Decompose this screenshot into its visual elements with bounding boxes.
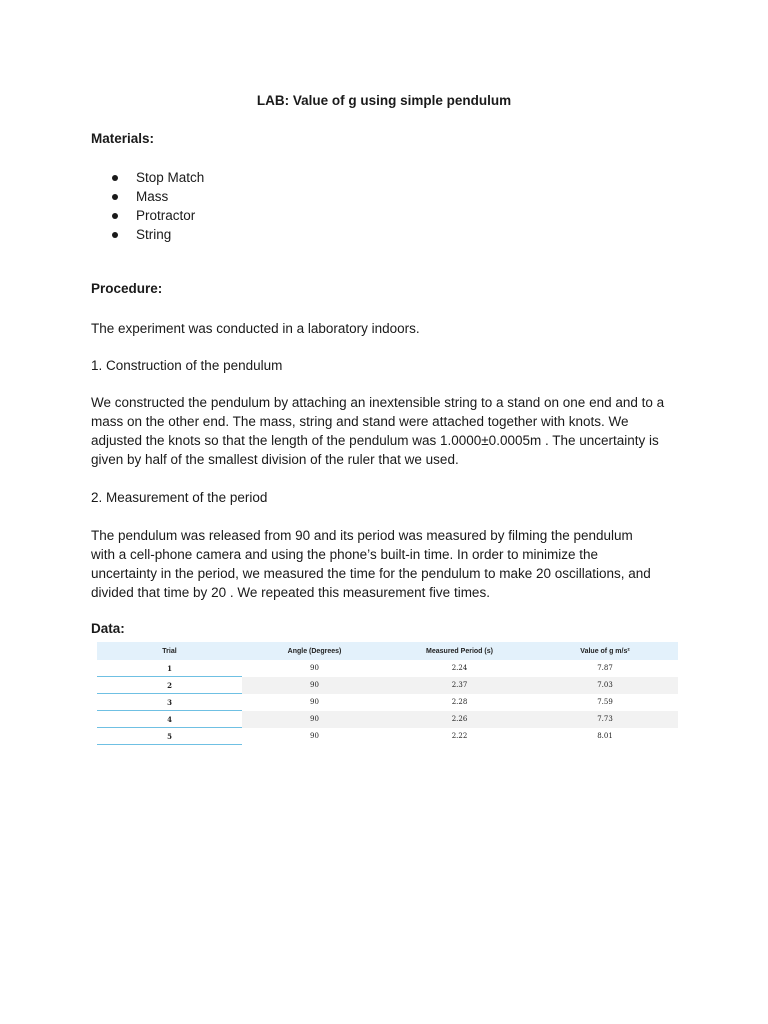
cell-trial: 3 <box>97 694 242 711</box>
cell-angle: 90 <box>310 732 319 740</box>
table-row <box>97 694 678 711</box>
materials-heading: Materials: <box>91 131 155 146</box>
cell-trial: 4 <box>97 711 242 728</box>
cell-period: 2.24 <box>451 664 468 673</box>
step1-paragraph: We constructed the pendulum by attaching an inextensible string to a stand on one end and to a mass on the other end. The mass, string and stand were attached together with knots. We adjusted the knots so that the length of the pendulum was 1.0000±0.0005m . The uncertainty is given by half of the smallest division of the ruler that we used. <box>91 395 665 467</box>
cell-trial: 2 <box>97 677 242 694</box>
cell-g: 7.03 <box>532 677 678 694</box>
bullet-icon <box>112 232 118 238</box>
cell-trial: 1 <box>97 660 242 677</box>
cell-angle: 90 <box>242 711 387 728</box>
step1-title: 1. Construction of the pendulum <box>91 358 283 373</box>
cell-period: 2.26 <box>387 711 532 728</box>
cell-period: 2.28 <box>451 698 468 706</box>
procedure-intro: The experiment was conducted in a laboratory indoors. <box>91 321 420 336</box>
cell-trial: 5 <box>97 728 242 745</box>
step2-title: 2. Measurement of the period <box>91 490 268 505</box>
bullet-icon <box>112 194 118 200</box>
table-row <box>97 711 678 728</box>
table-row <box>97 728 678 745</box>
table-row <box>97 660 678 677</box>
table-header-row <box>97 642 678 660</box>
cell-g: 8.01 <box>597 732 613 740</box>
cell-g: 7.87 <box>597 664 613 673</box>
column-header-g: Value of g m/s² <box>532 642 678 660</box>
data-table <box>97 642 678 745</box>
cell-g: 7.59 <box>597 698 613 706</box>
cell-angle: 90 <box>310 664 319 673</box>
column-header-angle: Angle (Degrees) <box>242 642 387 660</box>
cell-g: 7.73 <box>532 711 678 728</box>
bullet-icon <box>112 213 118 219</box>
materials-list <box>110 168 204 244</box>
bullet-icon <box>112 175 118 181</box>
list-item: Mass <box>110 187 204 206</box>
table-row <box>97 677 678 694</box>
column-header-trial: Trial <box>97 642 242 660</box>
cell-angle: 90 <box>242 677 387 694</box>
document-title: LAB: Value of g using simple pendulum <box>256 93 512 108</box>
list-item: Protractor <box>110 206 204 225</box>
procedure-heading: Procedure: <box>91 281 163 296</box>
column-header-period: Measured Period (s) <box>387 642 532 660</box>
cell-angle: 90 <box>310 698 319 706</box>
step2-paragraph: The pendulum was released from 90 and its period was measured by filming the pendulum with a cell-phone camera and using the phone’s built-in time. In order to minimize the uncertainty in the period, we measured the time for the pendulum to make 20 oscillations, and divided that time by 20 . We repeated this measurement five times. <box>91 528 651 600</box>
list-item: Stop Match <box>110 168 204 187</box>
list-item: String <box>110 225 204 244</box>
cell-period: 2.37 <box>387 677 532 694</box>
cell-period: 2.22 <box>451 732 468 740</box>
data-heading: Data: <box>91 621 125 636</box>
